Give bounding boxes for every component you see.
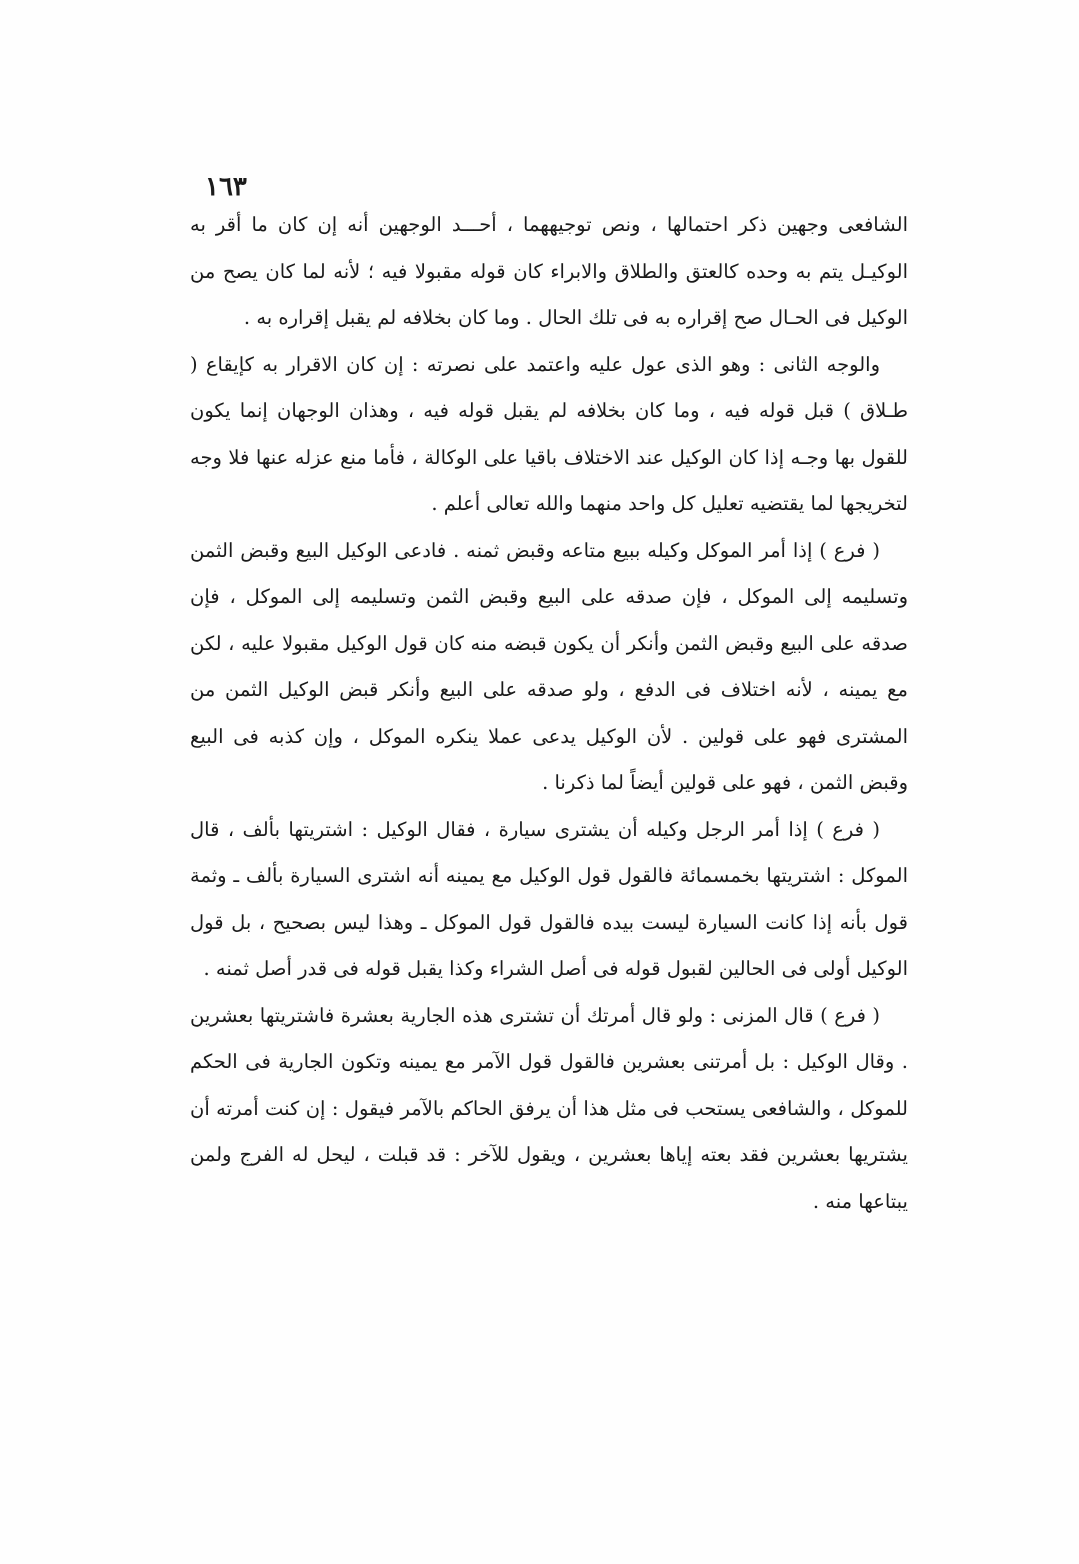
body-text — [190, 202, 908, 1225]
paragraph-branch-car: ( فرع ) إذا أمر الرجل وكيله أن يشترى سيارة ، فقال الوكيل : اشتريتها بألف ، قال الموكل : اشتريتها بخمسمائة فالقول قول الوكيل مع يمينه أنه اشترى السيارة بألف ـ وثمة قول بأنه إذا كانت السيارة ليست بيده فالقول قول الموكل ـ وهذا ليس بصحيح ، بل قول الوكيل أولى فى الحالين لقبول قوله فى أصل الشراء وكذا يقبل قوله فى قدر أصل ثمنه . — [190, 817, 908, 980]
paragraph-branch-muzani: ( فرع ) قال المزنى : ولو قال أمرتك أن تشترى هذه الجارية بعشرة فاشتريتها بعشرين . وقال الوكيل : بل أمرتنى بعشرين فالقول قول الآمر مع يمينه وتكون الجارية فى الحكم للموكل ، والشافعى يستحب فى مثل هذا أن يرفق الحاكم بالآمر فيقول : إن كنت أمرته أن يشتريها بعشرين فقد بعته إياها بعشرين ، ويقول للآخر : قد قبلت ، ليحل له الفرج ولمن يبتاعها منه . — [190, 1003, 908, 1213]
paragraph-continuation: الشافعى وجهين ذكر احتمالها ، ونص توجيههما ، أحـــد الوجهين أنه إن كان ما أقر به الوكيـل يتم به وحده كالعتق والطلاق والابراء كان قوله مقبولا فيه ؛ لأنه لما كان يصح من الوكيل فى الحـال صح إقراره به فى تلك الحال . وما كان بخلافه لم يقبل إقراره به . — [190, 213, 908, 329]
paragraph-branch-sale: ( فرع ) إذا أمر الموكل وكيله ببيع متاعه وقبض ثمنه . فادعى الوكيل البيع وقبض الثمن وتسليمه إلى الموكل ، فإن صدقه على البيع وقبض الثمن وتسليمه إلى الموكل ، فإن صدقه على البيع وقبض الثمن وأنكر أن يكون قبضه منه كان قول الوكيل مقبولا عليه ، لكن مع يمينه ، لأنه اختلاف فى الدفع ، ولو صدقه على البيع وأنكر قبض الوكيل الثمن من المشترى فهو على قولين . لأن الوكيل يدعى عملا ينكره الموكل ، وإن كذبه فى البيع وقبض الثمن ، فهو على قولين أيضاً لما ذكرنا . — [190, 538, 908, 794]
paragraph-second-aspect: والوجه الثانى : وهو الذى عول عليه واعتمد على نصرته : إن كان الاقرار به كإيقاع ( طـلاق ) قبل قوله فيه ، وما كان بخلافه لم يقبل قوله فيه ، وهذان الوجهان إنما يكون للقول بها وجـه إذا كان الوكيل عند الاختلاف باقيا على الوكالة ، فأما منع عزله عنها فلا وجه لتخريجها لما يقتضيه تعليل كل واحد منهما والله تعالى أعلم . — [190, 352, 908, 515]
page-number: ١٦٣ — [205, 172, 247, 202]
